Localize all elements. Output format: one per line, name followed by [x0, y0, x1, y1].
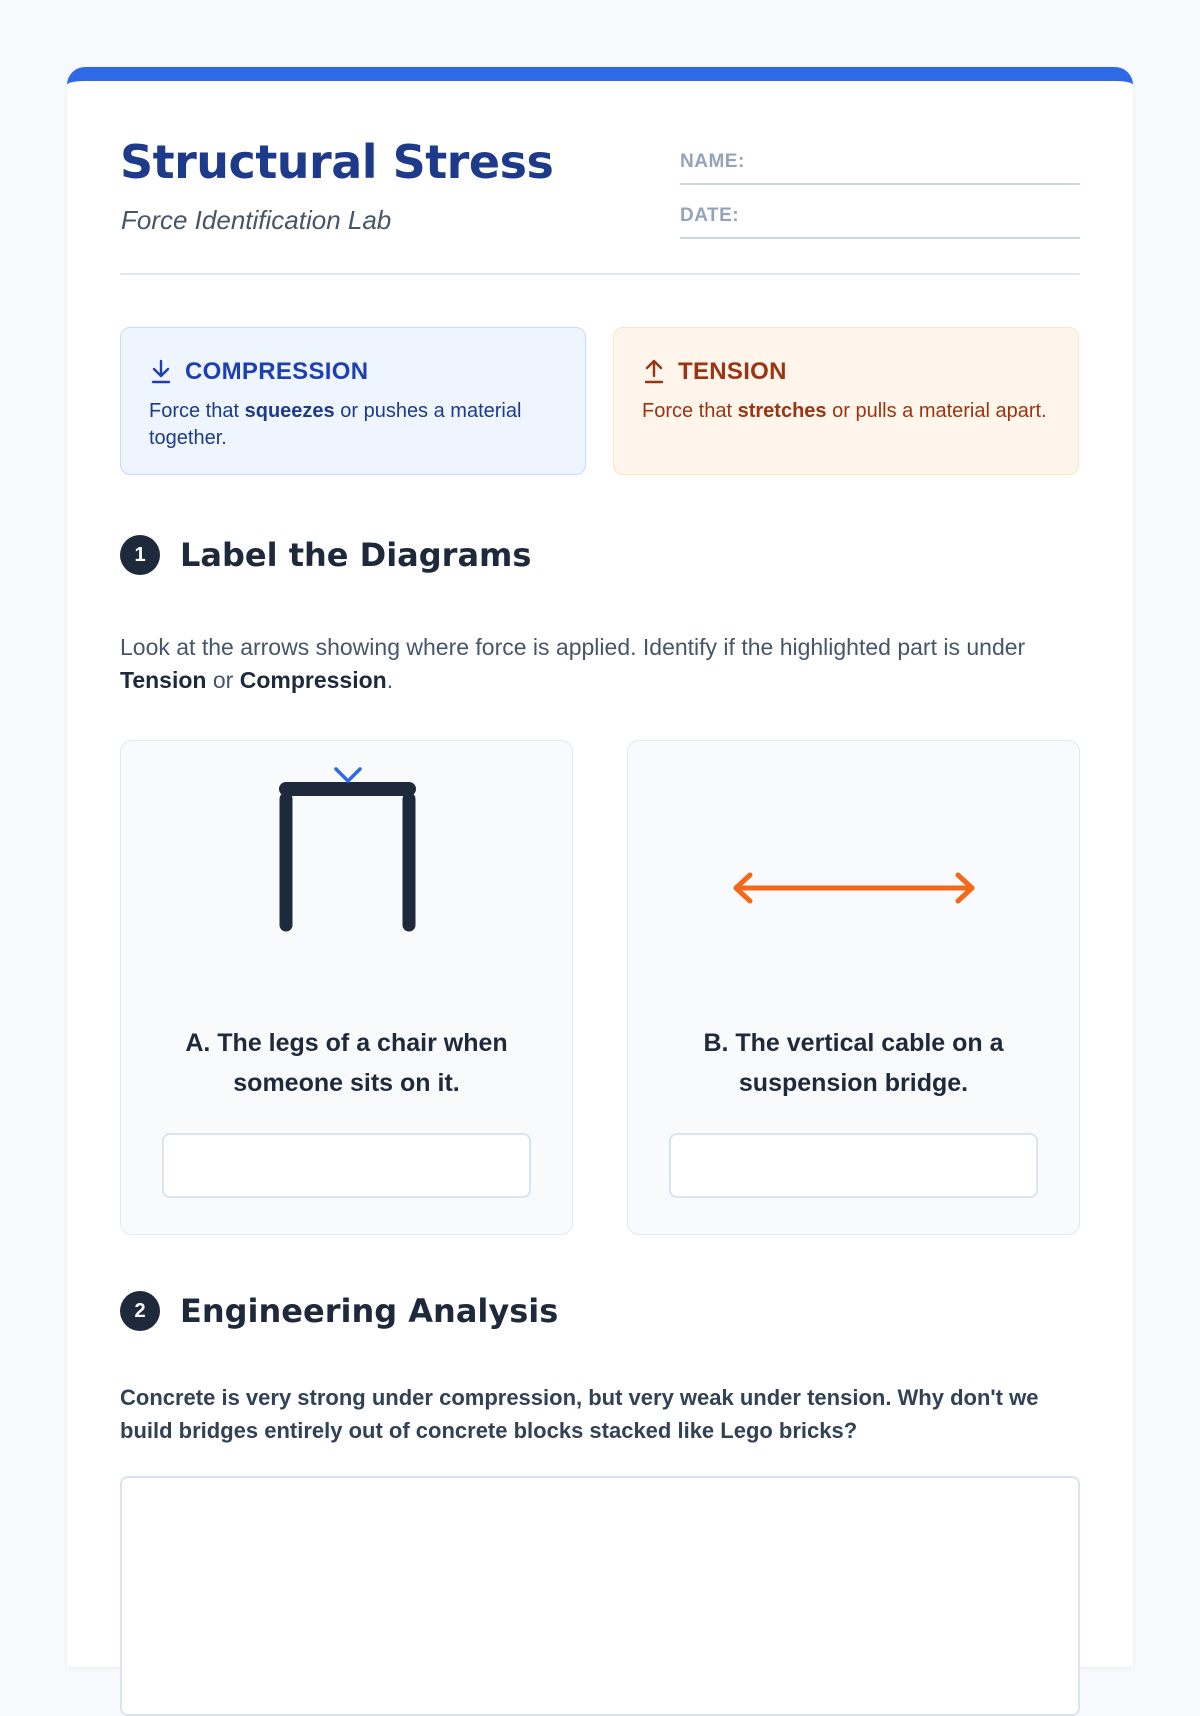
chair-diagram [121, 741, 574, 1001]
question-a: A. The legs of a chair when someone sits on it. [185, 1029, 508, 1097]
compression-description: Force that squeezes or pushes a material together. [149, 400, 522, 449]
section-1-instructions: Look at the arrows showing where force is applied. Identify if the highlighted part is under Tension or Compression. [120, 634, 1026, 693]
section-2-heading [120, 1291, 558, 1331]
tension-description: Force that stretches or pulls a material apart. [642, 400, 1047, 422]
compression-heading [149, 354, 557, 390]
tension-label: TENSION [678, 358, 787, 385]
arrow-down-to-line-icon [149, 358, 173, 386]
analysis-question: Concrete is very strong under compression, but very weak under tension. Why don't we build bridges entirely out of concrete blocks stacked like Lego bricks? [120, 1385, 1039, 1443]
section-1-number: 1 [120, 535, 160, 575]
header-divider [120, 273, 1080, 275]
tension-heading [642, 354, 1050, 390]
page-subtitle: Force Identification Lab [121, 205, 392, 235]
analysis-answer-box[interactable] [120, 1476, 1080, 1716]
date-label: DATE: [680, 205, 740, 226]
diagram-card-b [627, 740, 1080, 1235]
cable-diagram [628, 741, 1081, 1001]
section-1-title: Label the Diagrams [180, 536, 532, 574]
compression-label: COMPRESSION [185, 358, 369, 385]
name-field[interactable] [680, 147, 1080, 185]
down-force-arrow-icon [336, 769, 360, 781]
compression-definition [120, 327, 586, 475]
section-2-number: 2 [120, 1291, 160, 1331]
section-2-title: Engineering Analysis [180, 1292, 559, 1330]
answer-input-a[interactable] [162, 1133, 531, 1198]
answer-input-b[interactable] [669, 1133, 1038, 1198]
section-1-heading [120, 535, 531, 575]
tension-definition [613, 327, 1079, 475]
question-b: B. The vertical cable on a suspension bridge. [703, 1029, 1004, 1097]
name-label: NAME: [680, 151, 745, 172]
worksheet [67, 67, 1133, 1667]
date-field[interactable] [680, 201, 1080, 239]
diagram-card-a [120, 740, 573, 1235]
arrow-up-from-line-icon [642, 358, 666, 386]
page-title: Structural Stress [120, 135, 554, 189]
